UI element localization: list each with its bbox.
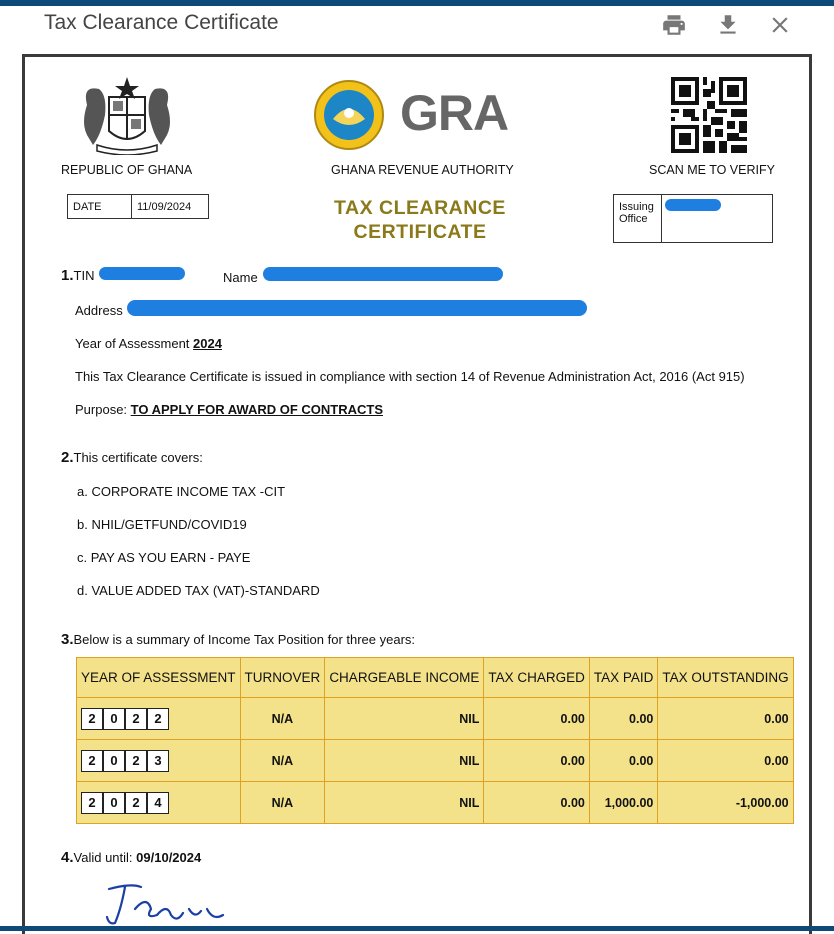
redaction-mark (263, 267, 503, 281)
year-digit: 0 (103, 750, 125, 772)
charged-cell: 0.00 (484, 782, 590, 824)
year-digit: 2 (81, 792, 103, 814)
year-digit: 2 (81, 708, 103, 730)
valid-until-label: Valid until: (73, 850, 133, 865)
year-label: Year of Assessment (75, 336, 190, 351)
year-digit: 4 (147, 792, 169, 814)
purpose-label: Purpose: (75, 402, 128, 417)
charged-cell: 0.00 (484, 698, 590, 740)
col-year: YEAR OF ASSESSMENT (77, 658, 241, 698)
paid-cell: 0.00 (589, 740, 658, 782)
tax-position-table (76, 657, 794, 824)
coverage-item: b. NHIL/GETFUND/COVID19 (77, 517, 247, 532)
year-digit: 2 (125, 750, 147, 772)
bottom-accent-bar (0, 926, 834, 931)
certificate-title (315, 196, 525, 244)
viewer-header (0, 6, 834, 52)
outstanding-cell: 0.00 (658, 740, 793, 782)
title-line-2: CERTIFICATE (353, 221, 487, 243)
turnover-cell: N/A (240, 740, 325, 782)
outstanding-cell: 0.00 (658, 698, 793, 740)
section-2-heading (61, 449, 203, 466)
valid-until-value: 09/10/2024 (136, 850, 202, 865)
col-paid: TAX PAID (589, 658, 658, 698)
year-digit: 2 (125, 708, 147, 730)
verify-caption: SCAN ME TO VERIFY (649, 163, 775, 177)
year-cell (77, 782, 241, 824)
year-digit: 2 (147, 708, 169, 730)
year-digit: 0 (103, 792, 125, 814)
gra-logo-text: GRA (400, 85, 509, 141)
redaction-mark (665, 199, 721, 211)
table-header-row (77, 658, 794, 698)
signature-icon (101, 879, 241, 929)
compliance-statement: This Tax Clearance Certificate is issued in compliance with section 14 of Revenue Administration Act, 2016 (Act 915) (75, 369, 745, 384)
year-of-assessment (75, 336, 222, 351)
coverage-item: d. VALUE ADDED TAX (VAT)-STANDARD (77, 583, 320, 598)
col-turnover: TURNOVER (240, 658, 325, 698)
issuing-label-line1: Issuing (619, 201, 654, 213)
year-cell (77, 740, 241, 782)
table-row (77, 782, 794, 824)
outstanding-cell: -1,000.00 (658, 782, 793, 824)
purpose-line (75, 402, 383, 417)
year-digit: 0 (103, 708, 125, 730)
year-digit: 2 (81, 750, 103, 772)
redaction-mark (99, 267, 185, 280)
section-3-text: Below is a summary of Income Tax Position for three years: (73, 632, 416, 647)
section-1-tin (61, 267, 94, 284)
certificate-page (25, 57, 809, 934)
redaction-mark (127, 300, 587, 316)
title-line-1: TAX CLEARANCE (334, 197, 506, 219)
year-digit: 3 (147, 750, 169, 772)
date-value: 11/09/2024 (137, 200, 192, 213)
issuing-label-line2: Office (619, 213, 648, 225)
window-title: Tax Clearance Certificate (44, 11, 279, 34)
issuing-office-label (614, 195, 662, 242)
valid-until-line (61, 849, 201, 866)
section-2-text: This certificate covers: (73, 450, 203, 465)
name-label: Name (223, 270, 258, 285)
col-chargeable: CHARGEABLE INCOME (325, 658, 484, 698)
print-icon[interactable] (661, 12, 687, 38)
date-box (67, 194, 209, 219)
tin-label: TIN (73, 268, 95, 283)
republic-caption: REPUBLIC OF GHANA (61, 163, 193, 177)
document-frame[interactable] (22, 54, 812, 934)
table-row (77, 698, 794, 740)
turnover-cell: N/A (240, 782, 325, 824)
paid-cell: 0.00 (589, 698, 658, 740)
coverage-item: a. CORPORATE INCOME TAX -CIT (77, 484, 286, 499)
chargeable-cell: NIL (325, 782, 484, 824)
date-label: DATE (68, 195, 132, 218)
section-3-heading (61, 631, 415, 648)
year-value: 2024 (193, 336, 222, 351)
col-outstanding: TAX OUTSTANDING (658, 658, 793, 698)
gra-caption: GHANA REVENUE AUTHORITY (331, 163, 514, 177)
table-row (77, 740, 794, 782)
purpose-value: TO APPLY FOR AWARD OF CONTRACTS (130, 402, 383, 417)
turnover-cell: N/A (240, 698, 325, 740)
close-icon[interactable] (767, 12, 793, 38)
address-label: Address (75, 303, 123, 318)
download-icon[interactable] (715, 12, 741, 38)
chargeable-cell: NIL (325, 740, 484, 782)
col-charged: TAX CHARGED (484, 658, 590, 698)
year-cell (77, 698, 241, 740)
coat-of-arms-icon (77, 75, 177, 155)
paid-cell: 1,000.00 (589, 782, 658, 824)
section-3-number: 3. (61, 631, 74, 648)
chargeable-cell: NIL (325, 698, 484, 740)
gra-seal-icon (313, 79, 385, 151)
section-1-number: 1. (61, 267, 74, 284)
section-2-number: 2. (61, 449, 74, 466)
charged-cell: 0.00 (484, 740, 590, 782)
year-digit: 2 (125, 792, 147, 814)
qr-code-icon (671, 77, 747, 153)
section-4-number: 4. (61, 849, 74, 866)
coverage-item: c. PAY AS YOU EARN - PAYE (77, 550, 251, 565)
